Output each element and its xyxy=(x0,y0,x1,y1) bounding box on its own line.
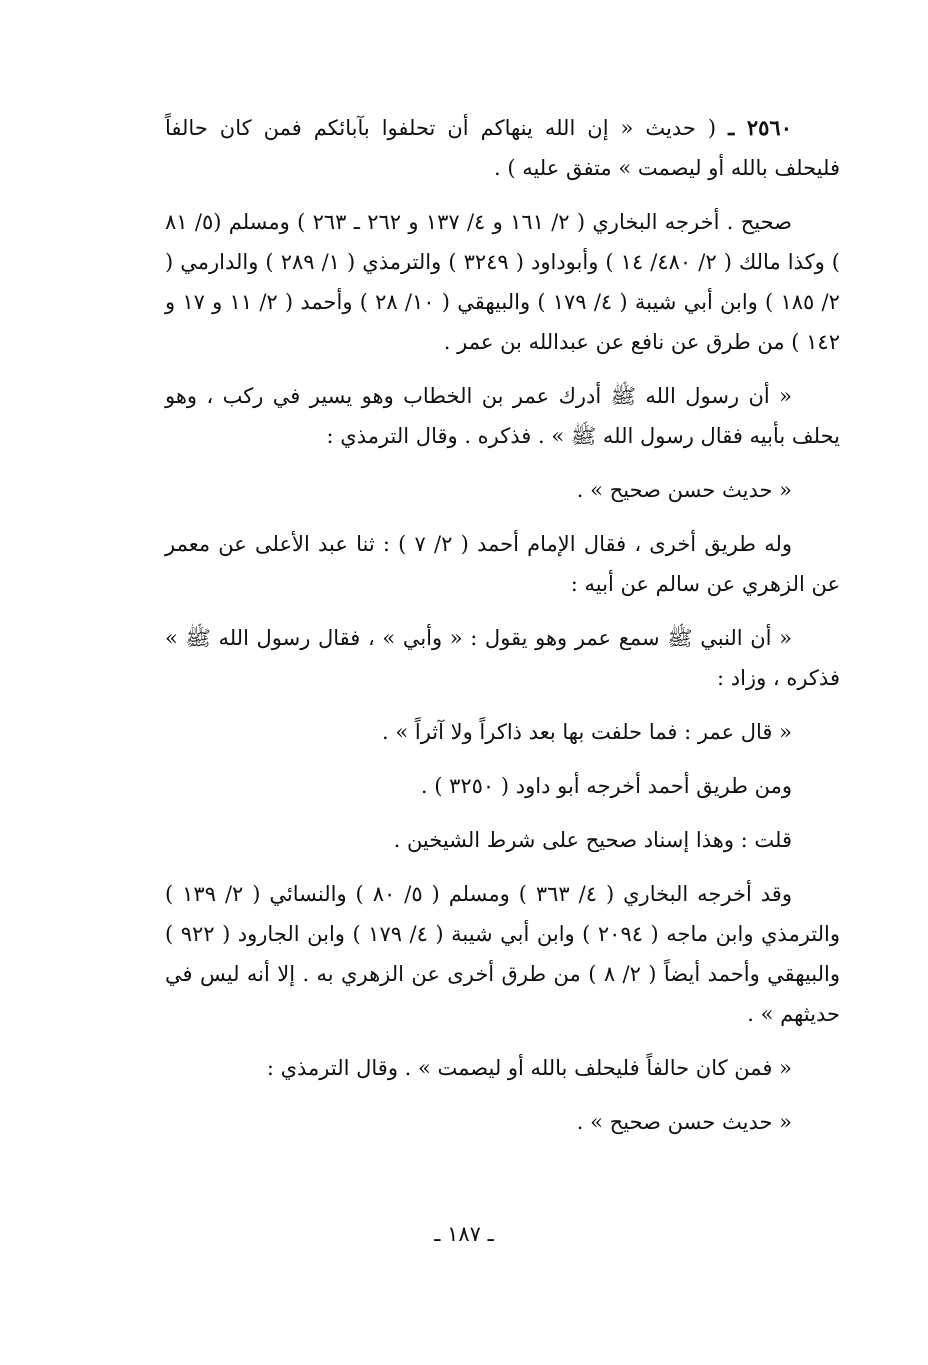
tirmidhi-grading-2: « حديث حسن صحيح » . xyxy=(576,1110,792,1134)
hadith-text: ( حديث « إن الله ينهاكم أن تحلفوا بآبائكم فمن كان حالفاً فليحلف بالله أو ليصمت » متفق عليه ) . xyxy=(165,116,840,180)
other-route-paragraph: وله طريق أخرى ، فقال الإمام أحمد ( ٢/ ٧ ) : ثنا عبد الأعلى عن معمر عن الزهري عن سالم عن أبيه : xyxy=(165,532,840,596)
hadith-statement xyxy=(165,108,840,188)
further-takhrij-paragraph: وقد أخرجه البخاري ( ٤/ ٣٦٣ ) ومسلم ( ٥/ ٨٠ ) والنسائي ( ٢/ ١٣٩ ) والترمذي وابن ماجه ( ٢٠٩٤ ) وابن أبي شيبة ( ٤/ ١٧٩ ) وابن الجارود ( ٩٢٢ ) والبيهقي وأحمد أيضاً ( ٢/ ٨ ) من طرق أخرى عن الزهري به . إلا أنه ليس في حديثهم » . xyxy=(165,882,840,1026)
page-number: ـ ١٨٧ ـ xyxy=(434,1222,494,1246)
tirmidhi-grading: « حديث حسن صحيح » . xyxy=(576,478,792,502)
hadith-number: ٢٥٦٠ ـ xyxy=(728,115,792,140)
quoted-narration-2: « أن النبي ﷺ سمع عمر وهو يقول : « وأبي » ، فقال رسول الله ﷺ » فذكره ، وزاد : xyxy=(165,626,840,690)
isnad-verdict: قلت : وهذا إسناد صحيح على شرط الشيخين . xyxy=(393,828,792,852)
hadith-addition: « فمن كان حالفاً فليحلف بالله أو ليصمت » . وقال الترمذي : xyxy=(266,1056,792,1080)
quoted-narration: « أن رسول الله ﷺ أدرك عمر بن الخطاب وهو يسير في ركب ، وهو يحلف بأبيه فقال رسول الله ﷺ » . فذكره . وقال الترمذي : xyxy=(165,384,840,448)
abu-dawud-route: ومن طريق أحمد أخرجه أبو داود ( ٣٢٥٠ ) . xyxy=(420,774,792,798)
takhrij-paragraph: صحيح . أخرجه البخاري ( ٢/ ١٦١ و ٤/ ١٣٧ و ٢٦٢ ـ ٢٦٣ ) ومسلم (٥/ ٨١ ) وكذا مالك ( ٢/ ٤٨٠/ ١٤ ) وأبوداود ( ٣٢٤٩ ) والترمذي ( ١/ ٢٨٩ ) والدارمي ( ٢/ ١٨٥ ) وابن أبي شيبة ( ٤/ ١٧٩ ) والبيهقي ( ١٠/ ٢٨ ) وأحمد ( ٢/ ١١ و ١٧ و ١٤٢ ) من طرق عن نافع عن عبدالله بن عمر . xyxy=(165,210,840,354)
umar-statement: « قال عمر : فما حلفت بها بعد ذاكراً ولا آثراً » . xyxy=(381,720,792,744)
main-text xyxy=(165,108,840,1142)
